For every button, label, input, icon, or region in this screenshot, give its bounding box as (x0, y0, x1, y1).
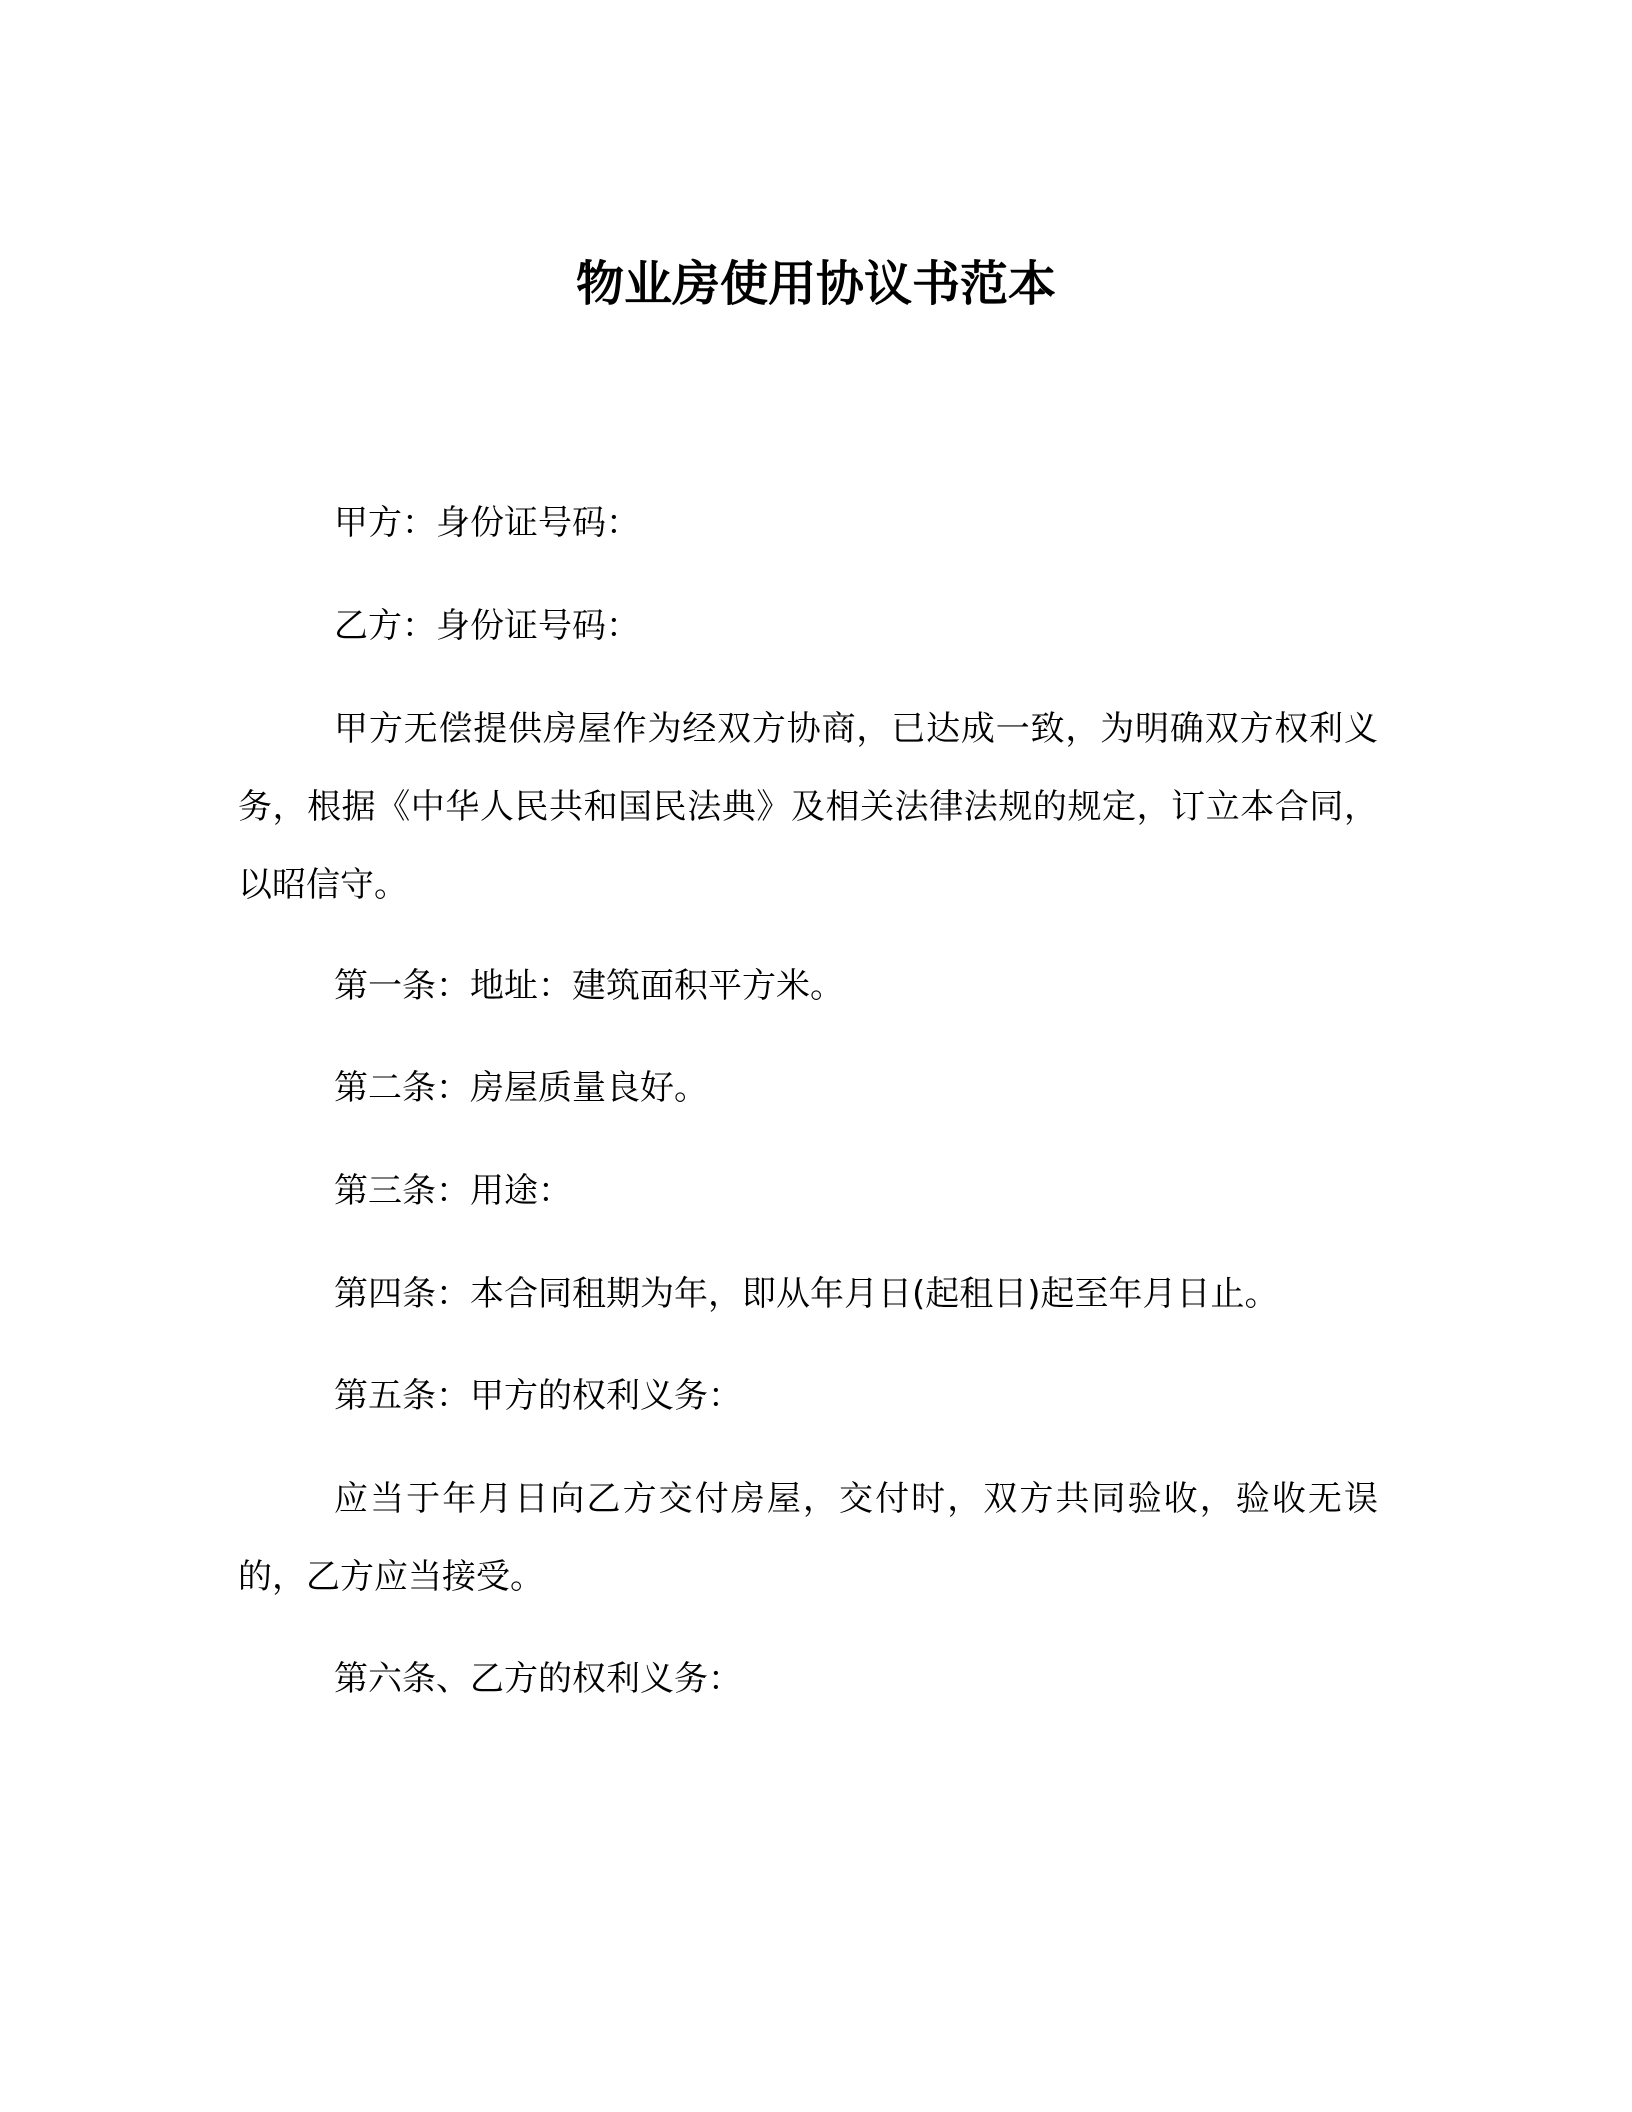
article-2: 第二条：房屋质量良好。 (334, 1068, 708, 1108)
party-a-line: 甲方：身份证号码： (334, 503, 640, 543)
article-3: 第三条：用途： (334, 1171, 572, 1211)
party-b-line: 乙方：身份证号码： (334, 606, 640, 646)
article-5: 第五条：甲方的权利义务： (334, 1376, 742, 1416)
article-5-detail: 应当于年月日向乙方交付房屋，交付时，双方共同验收，验收无误的，乙方应当接受。 (238, 1479, 1378, 1597)
article-6: 第六条、乙方的权利义务： (334, 1659, 742, 1699)
article-1: 第一条：地址：建筑面积平方米。 (334, 966, 844, 1006)
preamble-paragraph: 甲方无偿提供房屋作为经双方协商，已达成一致，为明确双方权利义务，根据《中华人民共和国民法典》及相关法律法规的规定，订立本合同，以昭信守。 (238, 709, 1378, 905)
article-4: 第四条：本合同租期为年，即从年月日(起租日)起至年月日止。 (334, 1274, 1279, 1314)
document-title: 物业房使用协议书范本 (575, 256, 1056, 313)
